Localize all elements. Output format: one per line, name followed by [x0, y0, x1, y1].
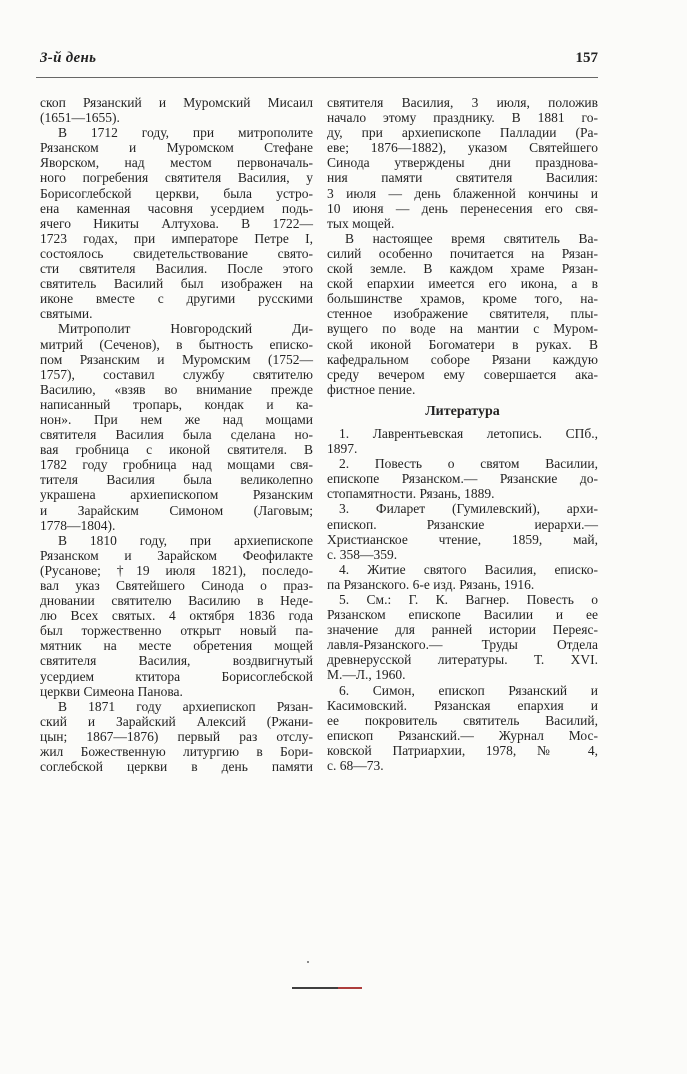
text-line: ячего Никиты Алтухова. В 1722— — [40, 215, 313, 231]
text-line: 3 июля — день блаженной кончины и — [327, 185, 598, 201]
scan-artifact-line-red — [338, 987, 362, 989]
scan-artifact-line-dark — [292, 987, 340, 989]
text-line: ской иконой Богоматери в руках. В — [327, 336, 598, 352]
text-line: среду вечером ему совершается ака- — [327, 366, 598, 382]
text-line: кафедральном соборе Рязани каждую — [327, 351, 598, 367]
text-line: 1782 году гробница над мощами свя- — [40, 457, 313, 473]
bibliography-item — [327, 501, 598, 561]
text-line: украшена архиепископом Рязанским — [40, 487, 313, 503]
header-rule — [36, 77, 598, 78]
text-line: ного погребения святителя Василия, у — [40, 170, 313, 186]
text-line: ский и Зарайский Алексий (Ржани- — [40, 713, 313, 729]
text-line: 3. Филарет (Гумилевский), архи- — [339, 501, 598, 517]
text-line: ния памяти святителя Василия: — [327, 170, 598, 186]
text-line: святителя Василия, воздвигнутый — [40, 653, 313, 669]
text-line: стенное изображение святителя, плы- — [327, 306, 598, 322]
paragraph — [327, 231, 598, 397]
text-line: па Рязанского. 6-е изд. Рязань, 1916. — [327, 576, 535, 592]
text-line: ской епархии имеется его икона, а в — [327, 276, 598, 292]
text-line: 4. Житие святого Василия, еписко- — [339, 561, 598, 577]
literature-heading: Литература — [425, 403, 500, 419]
text-line: тителя Василия была великолепно — [40, 472, 313, 488]
text-line: соглебской церкви в день памяти — [40, 759, 313, 775]
text-line: (Русанове; †19 июля 1821), последо- — [40, 562, 313, 578]
text-line: скоп Рязанский и Муромский Мисаил — [40, 95, 313, 110]
text-line: большинстве храмов, кроме того, на- — [327, 291, 598, 307]
text-line: епископе Рязанском.— Рязанские до- — [327, 471, 598, 487]
text-line: епископ. Рязанские иерархи.— — [327, 516, 598, 532]
text-line: состоялось свидетельствование свято- — [40, 245, 313, 261]
text-line: 1757), составил службу святителю — [40, 366, 313, 382]
text-line: Яворском, над местом первоначаль- — [40, 155, 313, 171]
text-line: епископ Рязанский.— Журнал Мос- — [327, 727, 598, 743]
paragraph — [40, 95, 313, 125]
text-line: дновании святителю Василию в Неде- — [40, 593, 313, 609]
scan-artifact-dot — [307, 961, 309, 963]
text-line: начало этому празднику. В 1881 го- — [327, 110, 598, 126]
text-line: Рязанском и Зарайском Феофилакте — [40, 547, 313, 563]
paragraph — [40, 321, 313, 532]
text-line: святителя Василия была сделана но- — [40, 427, 313, 443]
text-line: нон». При нем же над мощами — [40, 411, 313, 427]
text-line: церкви Симеона Панова. — [40, 683, 183, 699]
text-line: Рязанском и Муромском Стефане — [40, 140, 313, 156]
text-line: ской земле. В каждом храме Рязан- — [327, 261, 598, 277]
text-line: вал указ Святейшего Синода о праз- — [40, 578, 313, 593]
paragraph — [40, 699, 313, 774]
text-line: 1778—1804). — [40, 517, 116, 533]
text-line: Митрополит Новгородский Ди- — [58, 321, 313, 337]
running-head — [40, 50, 598, 68]
text-line: лю Всех святых. 4 октября 1836 года — [40, 608, 313, 624]
page-number: 157 — [575, 50, 598, 66]
paragraph — [40, 125, 313, 321]
text-line: стопамятности. Рязань, 1889. — [327, 486, 495, 502]
text-line: иконе вместе с другими русскими — [40, 291, 313, 307]
text-line: с. 68—73. — [327, 758, 384, 774]
text-line: ее покровитель святитель Василий, — [327, 712, 598, 728]
text-line: (1651—1655). — [40, 110, 120, 126]
text-line: М.—Л., 1960. — [327, 667, 406, 683]
text-line: был торжественно открыт новый па- — [40, 623, 313, 639]
text-line: Касимовский. Рязанская епархия и — [327, 697, 598, 713]
text-line: мятник на месте обретения мощей — [40, 638, 313, 654]
text-line: 1723 годах, при императоре Петре I, — [40, 230, 313, 246]
text-line: лавля-Рязанского.— Труды Отдела — [327, 637, 598, 653]
text-line: Василию, «взяв во внимание прежде — [40, 381, 313, 397]
text-line: Синода утверждены дни празднова- — [327, 155, 598, 171]
text-line: 6. Симон, епископ Рязанский и — [339, 682, 598, 698]
text-line: 10 июня — день перенесения его свя- — [327, 200, 598, 216]
text-line: ковской Патриархии, 1978, № 4, — [327, 742, 598, 758]
bibliography-item — [327, 456, 598, 501]
paragraph — [327, 95, 598, 231]
text-line: жил Божественную литургию в Бори- — [40, 744, 313, 760]
text-line: и Зарайским Симоном (Лаговым; — [40, 502, 313, 518]
text-line: тых мощей. — [327, 215, 395, 231]
text-line: усердием ктитора Борисоглебской — [40, 668, 313, 684]
text-line: древнерусской литературы. Т. XVI. — [327, 652, 598, 668]
paragraph — [40, 533, 313, 699]
bibliography-item — [327, 683, 598, 774]
bibliography-item — [327, 562, 598, 592]
text-line: пом Рязанским и Муромским (1752— — [40, 351, 313, 367]
text-line: митрий (Сеченов), в бытность еписко- — [40, 336, 313, 352]
text-line: В настоящее время святитель Ва- — [345, 230, 598, 246]
text-line: святыми. — [40, 306, 93, 322]
text-line: 2. Повесть о святом Василии, — [339, 456, 598, 472]
left-column — [40, 95, 313, 774]
text-line: 1897. — [327, 441, 358, 457]
text-line: написанный тропарь, кондак и ка- — [40, 396, 313, 412]
text-line: с. 358—359. — [327, 546, 398, 562]
text-line: 5. См.: Г. К. Вагнер. Повесть о — [339, 592, 598, 607]
text-line: еве; 1876—1882), указом Святейшего — [327, 140, 598, 156]
text-line: сти святителя Василия. После этого — [40, 261, 313, 277]
text-line: ду, при архиепископе Палладии (Ра- — [327, 125, 598, 141]
text-line: В 1712 году, при митрополите — [58, 125, 313, 141]
text-line: Борисоглебской церкви, была устро- — [40, 185, 313, 201]
text-line: В 1810 году, при архиепископе — [58, 532, 313, 548]
text-line: значение для ранней истории Переяс- — [327, 622, 598, 638]
bibliography-item — [327, 426, 598, 456]
text-line: В 1871 году архиепископ Рязан- — [58, 698, 313, 714]
text-line: Христианское чтение, 1859, май, — [327, 531, 598, 547]
right-column — [327, 95, 598, 773]
text-line: вущего по воде на мантии с Муром- — [327, 321, 598, 337]
text-line: фистное пение. — [327, 381, 416, 397]
text-line: ена каменная часовня усердием подь- — [40, 200, 313, 216]
text-line: 1. Лаврентьевская летопись. СПб., — [339, 425, 598, 441]
section-day-label: 3-й день — [40, 50, 97, 66]
bibliography-item — [327, 592, 598, 683]
text-line: Рязанском епископе Василии и ее — [327, 607, 598, 623]
text-line: вая гробница с иконой святителя. В — [40, 442, 313, 458]
text-line: силий особенно почитается на Рязан- — [327, 245, 598, 261]
text-line: святителя Василия, 3 июля, положив — [327, 95, 598, 110]
text-line: святитель Василий был изображен на — [40, 276, 313, 292]
text-line: цын; 1867—1876) первый раз отслу- — [40, 728, 313, 744]
